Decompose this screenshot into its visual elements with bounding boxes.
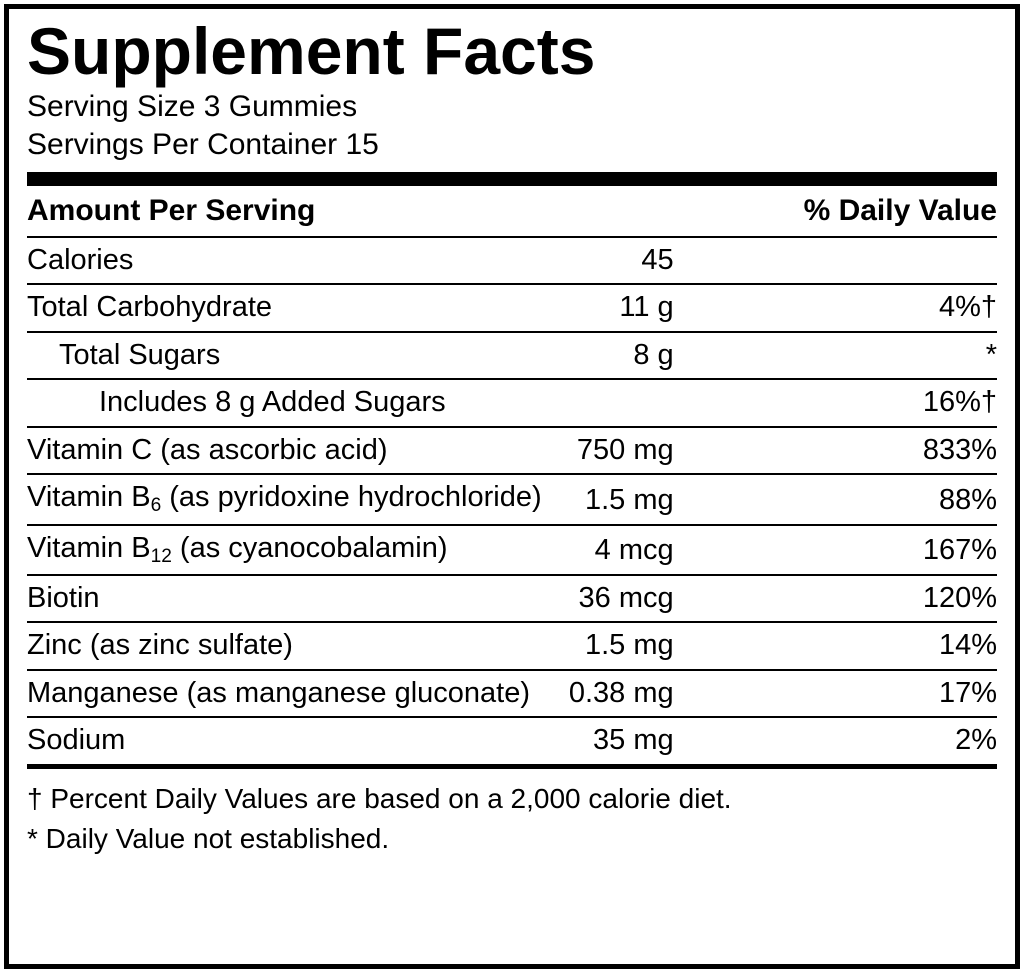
- row-daily-value: 120%: [674, 575, 997, 622]
- row-amount: 11 g: [350, 284, 673, 331]
- row-name-subscript: 6: [150, 495, 162, 517]
- table-row: [27, 237, 997, 284]
- table-row: [27, 525, 997, 575]
- row-daily-value: 16%†: [674, 379, 997, 426]
- serving-size-text: Serving Size 3 Gummies: [27, 89, 358, 123]
- nutrition-table: [27, 186, 997, 763]
- row-name: Manganese (as manganese gluconate): [27, 670, 350, 717]
- row-daily-value: 167%: [674, 525, 997, 575]
- footnote-daily-value-basis: † Percent Daily Values are based on a 2,000 calorie diet.: [27, 782, 732, 814]
- table-row: [27, 427, 997, 474]
- nutrition-table-body: [27, 186, 997, 763]
- row-daily-value: 17%: [674, 670, 997, 717]
- page-title: Supplement Facts: [27, 14, 596, 88]
- row-daily-value: 833%: [674, 427, 997, 474]
- amount-per-serving-header: Amount Per Serving: [27, 194, 316, 228]
- table-row: [27, 379, 997, 426]
- row-daily-value: 4%†: [674, 284, 997, 331]
- row-amount: 45: [350, 237, 673, 284]
- table-row: [27, 717, 997, 763]
- row-name-subscript: 12: [150, 545, 172, 567]
- row-amount: 1.5 mg: [350, 622, 673, 669]
- row-name: Calories: [27, 237, 350, 284]
- row-daily-value: [674, 237, 997, 284]
- row-name: Vitamin C (as ascorbic acid): [27, 427, 350, 474]
- row-name: Biotin: [27, 575, 350, 622]
- table-header-row: [27, 186, 997, 237]
- row-name-suffix: (as cyanocobalamin): [171, 531, 448, 564]
- row-amount: 0.38 mg: [350, 670, 673, 717]
- supplement-facts-panel: [4, 4, 1020, 969]
- row-daily-value: 2%: [674, 717, 997, 763]
- row-name: Total Sugars: [27, 332, 350, 379]
- row-amount: 750 mg: [350, 427, 673, 474]
- row-name: [27, 525, 448, 575]
- row-name: Sodium: [27, 717, 350, 763]
- daily-value-header: % Daily Value: [803, 194, 997, 228]
- row-amount: 36 mcg: [350, 575, 673, 622]
- row-daily-value: *: [674, 332, 997, 379]
- row-name-text: Vitamin B: [27, 531, 151, 564]
- table-row: [27, 332, 997, 379]
- table-row: [27, 670, 997, 717]
- row-name: Zinc (as zinc sulfate): [27, 622, 350, 669]
- row-amount: 1.5 mg: [350, 474, 673, 524]
- table-row: [27, 474, 997, 524]
- row-name: Includes 8 g Added Sugars: [27, 379, 350, 426]
- table-row: [27, 284, 997, 331]
- row-daily-value: 14%: [674, 622, 997, 669]
- row-name: [27, 474, 542, 524]
- row-amount: 8 g: [350, 332, 673, 379]
- footnote-not-established: * Daily Value not established.: [27, 823, 390, 855]
- row-name-suffix: (as pyridoxine hydrochloride): [161, 481, 542, 514]
- row-name-text: Vitamin B: [27, 481, 151, 514]
- row-amount: 35 mg: [350, 717, 673, 763]
- thick-divider: [27, 172, 997, 186]
- table-row: [27, 575, 997, 622]
- footnotes: [27, 779, 997, 860]
- footnote-divider: [27, 764, 997, 769]
- row-daily-value: 88%: [674, 474, 997, 524]
- servings-per-container-text: Servings Per Container 15: [27, 128, 379, 162]
- table-row: [27, 622, 997, 669]
- row-name: Total Carbohydrate: [27, 284, 350, 331]
- row-amount: 4 mcg: [350, 525, 673, 575]
